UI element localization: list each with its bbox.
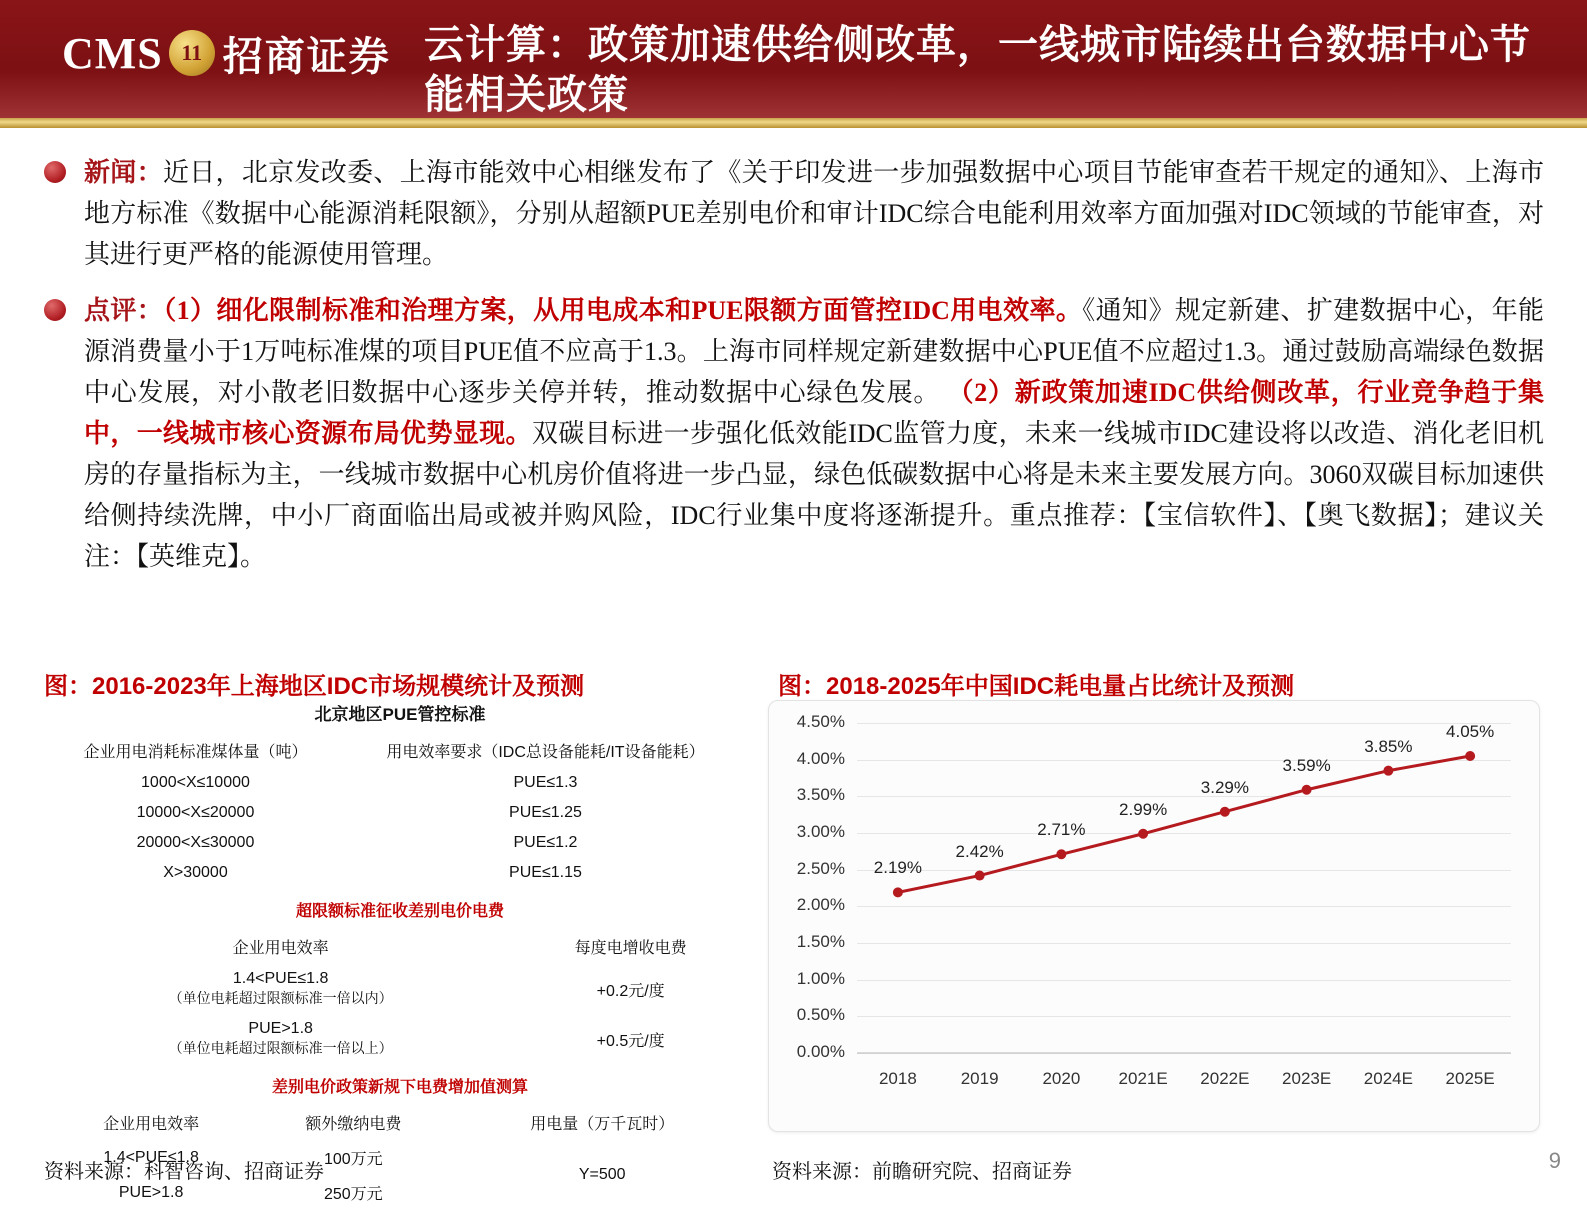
left-table-title-post: 管控标准 (417, 705, 486, 724)
bullet-dot-icon (44, 299, 66, 321)
cell-efficiency-note: （单位电耗超过限额标准一倍以上） (168, 1040, 393, 1056)
bullet-dot-icon (44, 161, 66, 183)
table-row (50, 1014, 750, 1064)
cell-pue-value: PUE≤1.2 (513, 834, 578, 851)
cell-pue-value: PUE≤1.25 (509, 804, 582, 821)
y-axis-tick-label: 2.00% (796, 895, 845, 915)
table-row (50, 798, 750, 828)
col-header-pue: 用电效率要求（IDC总设备能耗/IT设备能耗） (386, 744, 705, 761)
comment-p1-text: 《通知》规定新建、扩建数据中心，年能源消费量小于1万吨标准煤的项目PUE值不应高于1.3。上海市同样规定新建数据中心PUE值不应超过1.3。通过鼓励高端绿色数据中心发展，对小散老旧数据中心逐步关停并转，推动数据中心绿色发展。 (84, 296, 1544, 407)
data-point-label: 2.42% (955, 841, 1004, 861)
cell-energy-range: 20000<X≤30000 (136, 834, 255, 851)
differential-price-table (50, 929, 750, 1064)
y-axis-tick-label: 1.50% (796, 932, 845, 951)
left-table-title (50, 700, 750, 725)
cell-efficiency: 1.4<PUE≤1.8 (103, 1148, 199, 1166)
col-header-consumption: 用电量（万千瓦时） (530, 1116, 675, 1133)
table-row (50, 768, 750, 798)
section2-title: 超限额标准征收差别电价电费 (295, 903, 504, 920)
y-axis-tick-label: 0.00% (796, 1042, 845, 1061)
comment-p2-prefix: （2） (947, 378, 1015, 407)
cell-extra-fee: 250万元 (323, 1186, 383, 1203)
left-table-title-bold: PUE (382, 705, 418, 724)
col-header-extra-fee: 额外缴纳电费 (305, 1116, 402, 1133)
y-axis-tick-label: 1.00% (796, 968, 845, 988)
cell-efficiency (50, 964, 511, 1014)
slide-header (0, 0, 1587, 128)
x-axis-tick-label: 2018 (878, 1069, 917, 1088)
table-row (50, 964, 750, 1014)
news-block (44, 152, 1544, 275)
x-axis-tick-label: 2019 (960, 1069, 999, 1088)
cell-surcharge: +0.2元/度 (596, 982, 665, 1000)
logo-chinese-text: 招商证券 (222, 34, 391, 79)
logo-cms-text: CMS (62, 28, 163, 78)
table-header-row (50, 733, 750, 768)
cell-efficiency (50, 1014, 511, 1064)
col-header-efficiency: 企业用电效率 (232, 940, 329, 957)
y-axis-tick-label: 2.50% (796, 858, 845, 878)
cell-energy-range: X>30000 (163, 864, 228, 881)
data-point-label: 2.19% (873, 858, 922, 878)
col-header-efficiency: 企业用电效率 (103, 1116, 200, 1133)
data-point-label: 3.85% (1364, 736, 1413, 756)
data-point-label: 2.99% (1119, 799, 1168, 819)
cell-energy-range: 10000<X≤20000 (136, 804, 255, 821)
data-point-label: 2.71% (1037, 820, 1086, 840)
x-axis-tick-label: 2023E (1282, 1069, 1332, 1088)
comment-p1-highlight: 细化限制标准和治理方案，从用电成本和PUE限额方面管控IDC用电效率。 (216, 296, 1083, 325)
idc-power-share-chart (768, 700, 1540, 1132)
cell-efficiency-value: 1.4<PUE≤1.8 (232, 970, 329, 987)
cell-efficiency: PUE>1.8 (118, 1183, 184, 1201)
cell-surcharge: +0.5元/度 (596, 1032, 665, 1050)
figure-caption-left: 图：2016-2023年上海地区IDC市场规模统计及预测 (44, 673, 585, 700)
data-point-label: 3.29% (1200, 777, 1249, 797)
y-axis-tick-label: 0.50% (796, 1005, 845, 1025)
cell-pue-value: PUE≤1.3 (513, 774, 578, 791)
cell-efficiency-value: PUE>1.8 (248, 1020, 313, 1037)
cell-energy-range: 1000<X≤10000 (141, 774, 250, 791)
page-number: 9 (1548, 1148, 1561, 1173)
table-row (50, 828, 750, 858)
y-axis-tick-label: 3.00% (796, 822, 845, 841)
chart-plot-area (769, 701, 1539, 1131)
cell-consumption: Y=500 (578, 1166, 626, 1183)
comment-block (44, 290, 1544, 577)
source-left: 资料来源：科智咨询、招商证券 (44, 1161, 324, 1183)
news-label: 新闻： (84, 158, 163, 187)
cell-efficiency-note: （单位电耗超过限额标准一倍以内） (168, 990, 393, 1006)
cell-pue-value: PUE≤1.15 (509, 864, 582, 881)
x-axis-tick-label: 2025E (1445, 1069, 1495, 1088)
table-header-row (50, 929, 750, 964)
logo-badge-icon: 11 (169, 30, 215, 76)
comment-p2-highlight: 新政策加速IDC供给侧改革，行业竞争趋于集中，一线城市核心资源布局优势显现。 (84, 378, 1545, 448)
left-table-title-pre: 北京地区 (314, 705, 383, 724)
source-right: 资料来源：前瞻研究院、招商证券 (772, 1161, 1072, 1183)
comment-label: 点评： (84, 296, 164, 325)
data-point-label: 4.05% (1446, 722, 1495, 741)
x-axis-tick-label: 2021E (1118, 1069, 1168, 1088)
x-axis-tick-label: 2022E (1200, 1069, 1250, 1088)
col-header-energy: 企业用电消耗标准煤体量（吨） (83, 744, 308, 761)
y-axis-tick-label: 3.50% (796, 785, 845, 805)
table-row (50, 858, 750, 888)
news-paragraph (84, 152, 1544, 275)
page-title: 云计算：政策加速供给侧改革，一线城市陆续出台数据中心节能相关政策 (424, 23, 1531, 117)
cell-extra-fee: 100万元 (323, 1151, 383, 1168)
pue-standard-table (50, 733, 750, 888)
figure-caption-right: 图：2018-2025年中国IDC耗电量占比统计及预测 (778, 673, 1295, 700)
data-point-label: 3.59% (1282, 755, 1331, 775)
col-header-surcharge: 每度电增收电费 (574, 940, 687, 957)
comment-p1-prefix: （1） (163, 296, 217, 325)
y-axis-tick-label: 4.00% (796, 748, 845, 768)
x-axis-tick-label: 2020 (1042, 1069, 1081, 1088)
company-logo (62, 22, 407, 84)
x-axis-tick-label: 2024E (1363, 1069, 1413, 1088)
y-axis-tick-label: 4.50% (796, 712, 845, 731)
comment-p2-text: 双碳目标进一步强化低效能IDC监管力度，未来一线城市IDC建设将以改造、消化老旧机房的存量指标为主，一线城市数据中心机房价值将进一步凸显，绿色低碳数据中心将是未来主要发展方向。3060双碳目标加速供给侧持续洗牌，中小厂商面临出局或被并购风险，IDC行业集中度将逐渐提升。重点推荐：【宝信软件】、【奥飞数据】；建议关注：【英维克】。 (84, 419, 1544, 571)
table-header-row (50, 1105, 750, 1140)
comment-paragraph (84, 290, 1544, 577)
news-text: 近日，北京发改委、上海市能效中心相继发布了《关于印发进一步加强数据中心项目节能审查若干规定的通知》、上海市地方标准《数据中心能源消耗限额》，分别从超额PUE差别电价和审计IDC综合电能利用效率方面加强对IDC领域的节能审查，对其进行更严格的能源使用管理。 (84, 158, 1544, 269)
section3-title: 差别电价政策新规下电费增加值测算 (271, 1079, 528, 1096)
